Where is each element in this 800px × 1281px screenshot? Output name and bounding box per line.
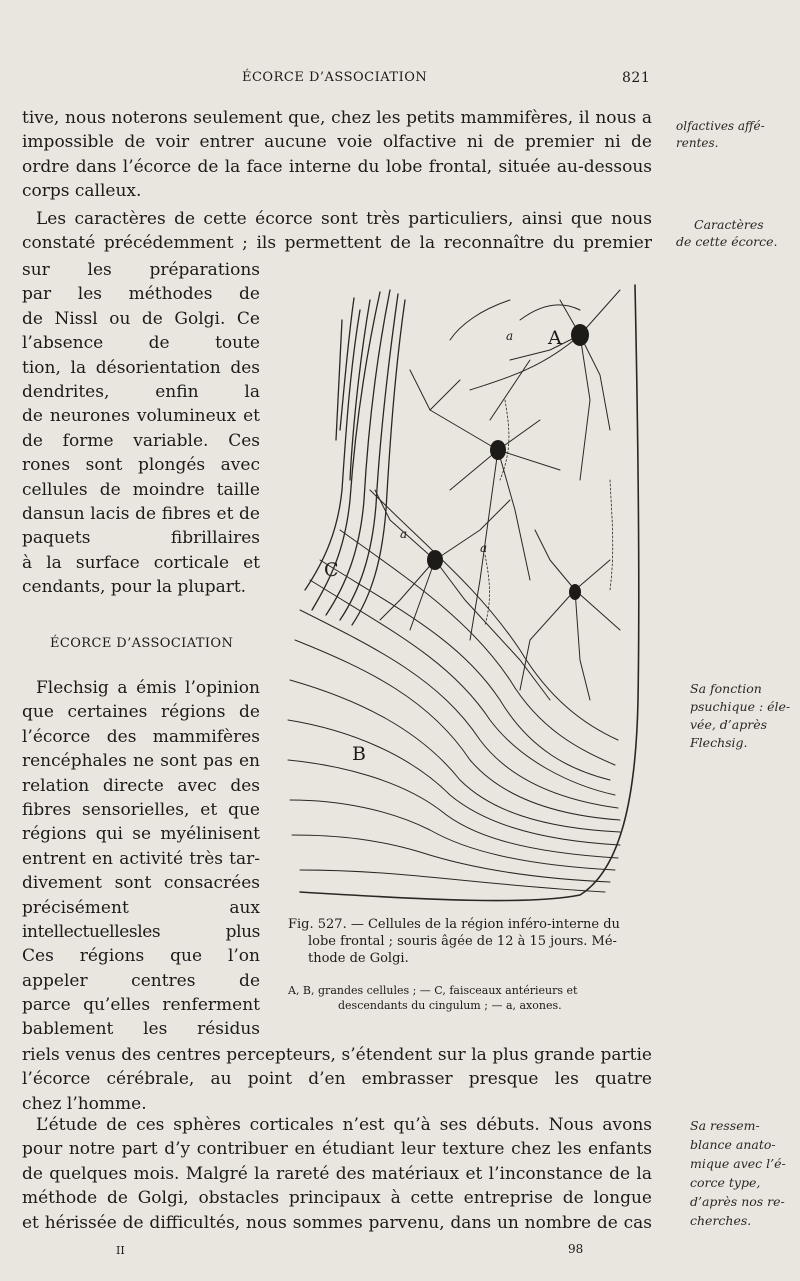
fibre-bundle-c: [305, 290, 408, 625]
paragraph-3-full: [22, 1043, 652, 1116]
text-line: impossible de voir entrer aucune voie olfactive ni de premier ni de: [22, 132, 652, 153]
sheet-number: 98: [568, 1242, 584, 1256]
text-line: ordre dans l’écorce de la face interne du lobe frontal, située au-dessous: [22, 156, 652, 177]
text-line: de Nissl ou de Golgi. Ce: [22, 308, 260, 329]
text-line: chez l’homme.: [22, 1093, 147, 1114]
text-line: cellules de moindre taille: [22, 479, 260, 500]
signature-mark: II: [116, 1244, 125, 1257]
text-line: précisément aux: [22, 897, 260, 918]
page-number: 821: [622, 70, 651, 86]
text-line: bablement les résidus: [22, 1019, 260, 1040]
neuron-d: [520, 530, 620, 700]
text-line: tion, la désorientation des: [22, 357, 260, 378]
text-line: intellectuellesles plus: [22, 921, 260, 942]
text-line: paquets fibrillaires: [22, 528, 260, 549]
text-line: entrent en activité très tar-: [22, 848, 260, 869]
text-line: tive, nous noterons seulement que, chez les petits mammifères, il nous a: [22, 108, 652, 128]
legend-line: A, B, grandes cellules ; — C, faisceaux antérieurs et: [288, 984, 578, 997]
sidenote-line: vée, d’après: [690, 717, 768, 732]
text-line: l’écorce cérébrale, au point d’en embrasser presque les quatre: [22, 1069, 652, 1090]
text-line: méthode de Golgi, obstacles principaux à cette entreprise de longue: [22, 1188, 652, 1209]
label-axon: a: [506, 329, 514, 343]
sidenote-line: Caractères: [694, 217, 764, 232]
text-line: que certaines régions de: [22, 702, 260, 723]
text-line: et hérissée de difficultés, nous sommes parvenu, dans un nombre de cas: [22, 1212, 652, 1233]
text-line: l’absence de toute: [22, 333, 260, 354]
sidenote-line: Sa fonction: [690, 681, 762, 696]
label-c: C: [324, 559, 339, 581]
caption-line: thode de Golgi.: [308, 951, 409, 966]
text-line: à la surface corticale et: [22, 552, 260, 573]
legend-line: descendants du cingulum ; — a, axones.: [338, 999, 562, 1012]
cell-body: [569, 584, 581, 600]
figure-labels: [324, 327, 562, 765]
figure-legend: [288, 983, 658, 1013]
paragraph-1: [22, 106, 652, 204]
text-line: de neurones volumineux et: [22, 406, 260, 427]
paragraph-2-narrow: [22, 258, 260, 599]
text-line: rencéphales ne sont pas en: [22, 751, 260, 772]
text-line: divement sont consacrées: [22, 873, 260, 894]
text-line: pour notre part d’y contribuer en étudiant leur texture chez les enfants: [22, 1139, 652, 1160]
label-b: B: [352, 743, 366, 765]
text-line: de quelques mois. Malgré la rareté des matériaux et l’inconstance de la: [22, 1163, 652, 1184]
sidenote-line: mique avec l’é-: [690, 1156, 786, 1171]
text-line: rones sont plongés avec: [22, 455, 260, 476]
paragraph-2-full: [22, 207, 652, 256]
sidenote-line: Flechsig.: [690, 735, 748, 750]
text-line: dansun lacis de fibres et de: [22, 503, 260, 524]
neuron-a: [450, 290, 620, 480]
text-line: dendrites, enfin la: [22, 381, 260, 402]
sidenote-line: cherches.: [690, 1213, 752, 1228]
text-line: Les caractères de cette écorce sont très particuliers, ainsi que nous: [36, 209, 652, 229]
figure-caption: [288, 916, 658, 967]
cell-body-b: [427, 550, 443, 570]
label-axon: a: [400, 527, 408, 541]
sidenote-ressemblance: [690, 1116, 786, 1230]
neuron-figure: [280, 280, 650, 905]
caption-line: lobe frontal ; souris âgée de 12 à 15 jours. Mé-: [308, 934, 617, 949]
text-line: l’écorce des mammifères: [22, 726, 260, 747]
paragraph-4: [22, 1113, 652, 1235]
text-line: L’étude de ces sphères corticales n’est qu’à ses débuts. Nous avons: [36, 1115, 652, 1135]
neuron-c: [375, 490, 550, 700]
label-a-upper: A: [548, 327, 562, 349]
cell-bodies: [427, 324, 589, 600]
text-line: par les méthodes de: [22, 284, 260, 305]
text-line: fibres sensorielles, et que: [22, 799, 260, 820]
sidenote-caracteres: [676, 216, 777, 250]
cell-body-a: [571, 324, 589, 346]
paragraph-3-narrow: [22, 676, 260, 1042]
sidenote-line: blance anato-: [690, 1137, 776, 1152]
sidenote-olfactives: [676, 118, 765, 152]
cell-body: [490, 440, 506, 460]
text-line: constaté précédemment ; ils permettent de la reconnaître du premier: [22, 233, 652, 254]
text-line: relation directe avec des: [22, 775, 260, 796]
text-line: riels venus des centres percepteurs, s’étendent sur la plus grande partie: [22, 1045, 652, 1065]
text-line: Flechsig a émis l’opinion: [36, 678, 260, 698]
sidenote-line: d’après nos re-: [690, 1194, 785, 1209]
text-line: sur les préparations: [22, 260, 260, 280]
section-heading: ÉCORCE D’ASSOCIATION: [50, 636, 234, 651]
running-title: ÉCORCE D’ASSOCIATION: [242, 70, 428, 85]
text-line: appeler centres de: [22, 970, 260, 991]
sidenote-line: de cette écorce.: [676, 234, 778, 249]
caption-line: Fig. 527. — Cellules de la région inféro-interne du: [288, 917, 620, 932]
sidenote-line: olfactives affé-: [676, 119, 765, 133]
text-line: régions qui se myélinisent: [22, 824, 260, 845]
parallel-fibres: [288, 490, 620, 892]
sidenote-fonction: [690, 680, 790, 752]
text-line: parce qu’elles renferment: [22, 995, 260, 1016]
sidenote-line: corce type,: [690, 1175, 761, 1190]
sidenote-line: rentes.: [676, 136, 719, 150]
text-line: corps calleux.: [22, 181, 142, 202]
text-line: Ces régions que l’on: [22, 946, 260, 967]
text-line: de forme variable. Ces: [22, 430, 260, 451]
text-line: cendants, pour la plupart.: [22, 577, 247, 598]
sidenote-line: Sa ressem-: [690, 1118, 760, 1133]
axon-lines: [485, 400, 613, 625]
neuron-b: [410, 370, 560, 640]
label-axon: a: [480, 541, 488, 555]
sidenote-line: psuchique : éle-: [690, 699, 791, 714]
